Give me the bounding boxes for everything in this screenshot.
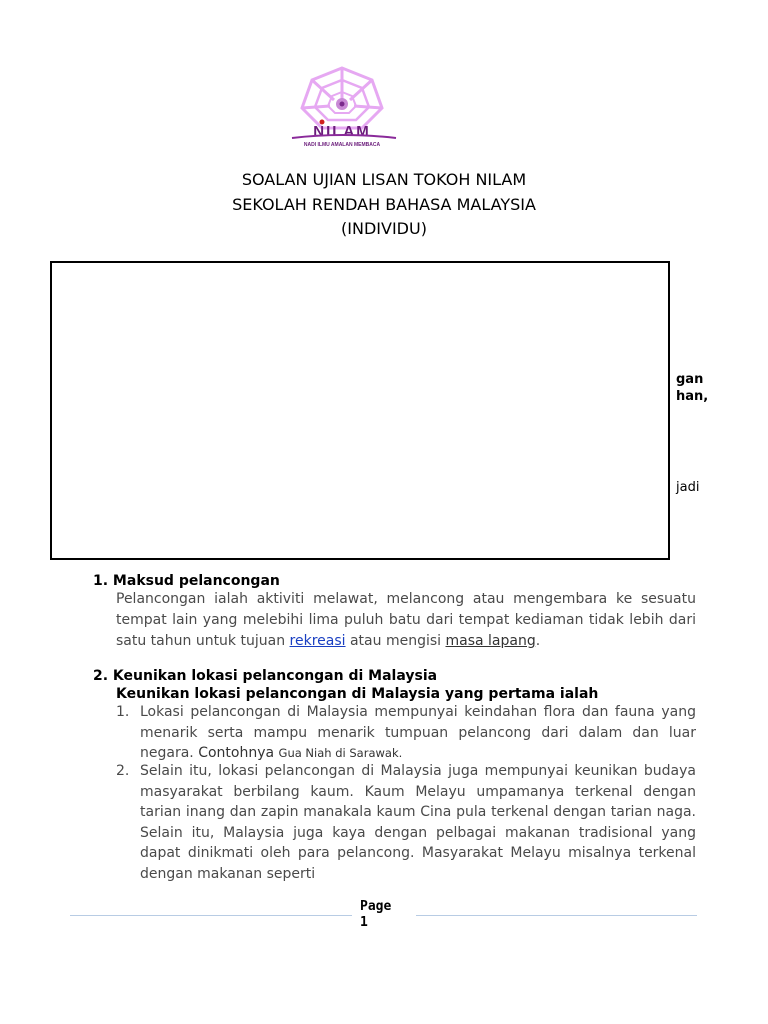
blank-overlay-box	[50, 261, 670, 560]
section-1-paragraph	[116, 589, 696, 652]
footer-divider-right	[416, 915, 697, 916]
list-item-number: 1.	[116, 704, 130, 720]
section-1-text-a: Pelancongan ialah aktiviti melawat, melancong atau mengembara ke sesuatu tempat lain yang melebihi lima puluh batu dari tempat kediaman tidak lebih dari satu tahun untuk tujuan	[116, 591, 696, 649]
section-1-heading: 1. Maksud pelancongan	[93, 573, 280, 589]
section-1-text-c: .	[535, 633, 541, 649]
title-line-1: SOALAN UJIAN LISAN TOKOH NILAM	[241, 170, 527, 189]
list-item	[116, 702, 696, 764]
list-item-example-label: Contohnya	[198, 745, 279, 761]
list-item-text: Selain itu, lokasi pelancongan di Malaysia juga mempunyai keunikan budaya masyarakat berbilang kaum. Kaum Melayu umpamanya terkenal dengan tarian inang dan zapin manakala kaum Cina pula terkenal dengan tarian naga. Selain itu, Malaysia juga kaya dengan pelbagai makanan tradisional yang dapat dinikmati oleh para pelancong. Masyarakat Melayu misalnya terkenal dengan makanan seperti	[140, 763, 696, 882]
footer-divider-left	[70, 915, 352, 916]
peek-fragment-3: jadi	[676, 480, 700, 495]
section-2-subheading: Keunikan lokasi pelancongan di Malaysia yang pertama ialah	[116, 686, 599, 702]
masa-lapang-link[interactable]: masa lapang	[445, 633, 536, 649]
list-item-number: 2.	[116, 763, 130, 779]
page-number: 1	[360, 915, 368, 930]
logo-tagline: NADI ILMU AMALAN MEMBACA	[303, 142, 381, 148]
peek-fragment-2: han,	[676, 389, 709, 404]
title-line-2: SEKOLAH RENDAH BAHASA MALAYSIA	[232, 195, 536, 214]
list-item-text: Lokasi pelancongan di Malaysia mempunyai keindahan flora dan fauna yang menarik serta mampu menarik tumpuan pelancong dari dalam dan luar negara.	[140, 704, 696, 761]
page-number-label	[360, 899, 391, 931]
title-line-3: (INDIVIDU)	[341, 219, 427, 238]
nilam-logo	[284, 62, 404, 152]
rekreasi-link[interactable]: rekreasi	[289, 633, 346, 649]
section-1-text-b: atau mengisi	[345, 633, 446, 649]
peek-fragment-1: gan	[676, 372, 704, 387]
list-item	[116, 761, 696, 884]
list-item-example-place: Gua Niah di Sarawak.	[278, 746, 403, 760]
page-word: Page	[360, 899, 392, 914]
section-2-heading: 2. Keunikan lokasi pelancongan di Malaysia	[93, 668, 438, 684]
logo-wordmark: NILAM	[313, 123, 371, 140]
